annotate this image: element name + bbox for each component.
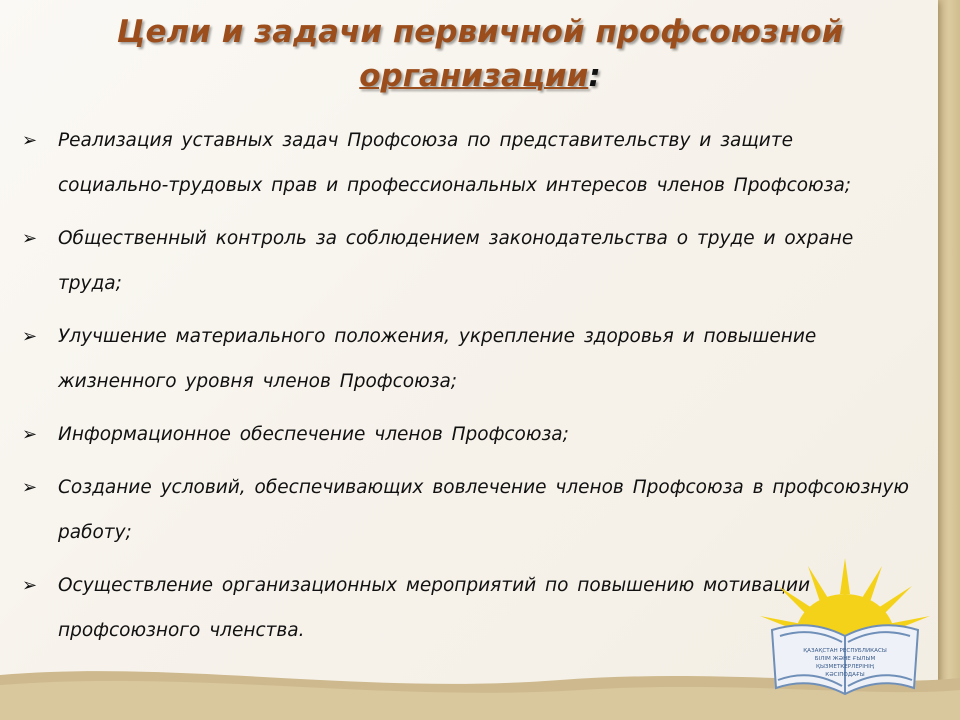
goal-item-text: Улучшение материального положения, укрепление здоровья и повышение жизненного уровня членов Профсоюза; <box>58 326 817 392</box>
arrow-bullet-icon: ➢ <box>22 130 38 151</box>
title-line-1: Цели и задачи первичной профсоюзной <box>116 14 844 50</box>
logo-text-1: ҚАЗАҚСТАН РЕСПУБЛИКАСЫ <box>803 648 887 654</box>
goal-item-text: Создание условий, обеспечивающих вовлечение членов Профсоюза в профсоюзную работу; <box>58 477 909 543</box>
goal-item-text: Информационное обеспечение членов Профсоюза; <box>58 424 569 445</box>
arrow-bullet-icon: ➢ <box>22 228 38 249</box>
arrow-bullet-icon: ➢ <box>22 424 38 445</box>
title-line-2: организации <box>359 58 589 94</box>
title-colon: : <box>588 58 601 94</box>
goal-item-2 <box>20 216 910 306</box>
arrow-bullet-icon: ➢ <box>22 326 38 347</box>
slide-right-decor-strip <box>938 0 960 720</box>
slide-title <box>70 10 890 98</box>
arrow-bullet-icon: ➢ <box>22 477 38 498</box>
arrow-bullet-icon: ➢ <box>22 575 38 596</box>
goal-item-1 <box>20 118 910 208</box>
goal-item-3 <box>20 314 910 404</box>
goal-item-text: Общественный контроль за соблюдением законодательства о труде и охране труда; <box>58 228 854 294</box>
logo-text-4: КӘСІПОДАҒЫ <box>825 672 865 678</box>
goal-item-text: Осуществление организационных мероприятий по повышению мотивации профсоюзного членства. <box>58 575 811 641</box>
union-logo <box>750 556 940 706</box>
logo-text-2: БІЛІМ ЖӘНЕ ҒЫЛЫМ <box>814 656 876 662</box>
goal-item-text: Реализация уставных задач Профсоюза по представительству и защите социально-трудовых прав и профессиональных интересов членов Профсоюза; <box>58 130 852 196</box>
logo-text-3: ҚЫЗМЕТКЕРЛЕРІНІҢ <box>816 664 874 670</box>
goal-item-5 <box>20 465 910 555</box>
goal-item-4 <box>20 412 910 457</box>
